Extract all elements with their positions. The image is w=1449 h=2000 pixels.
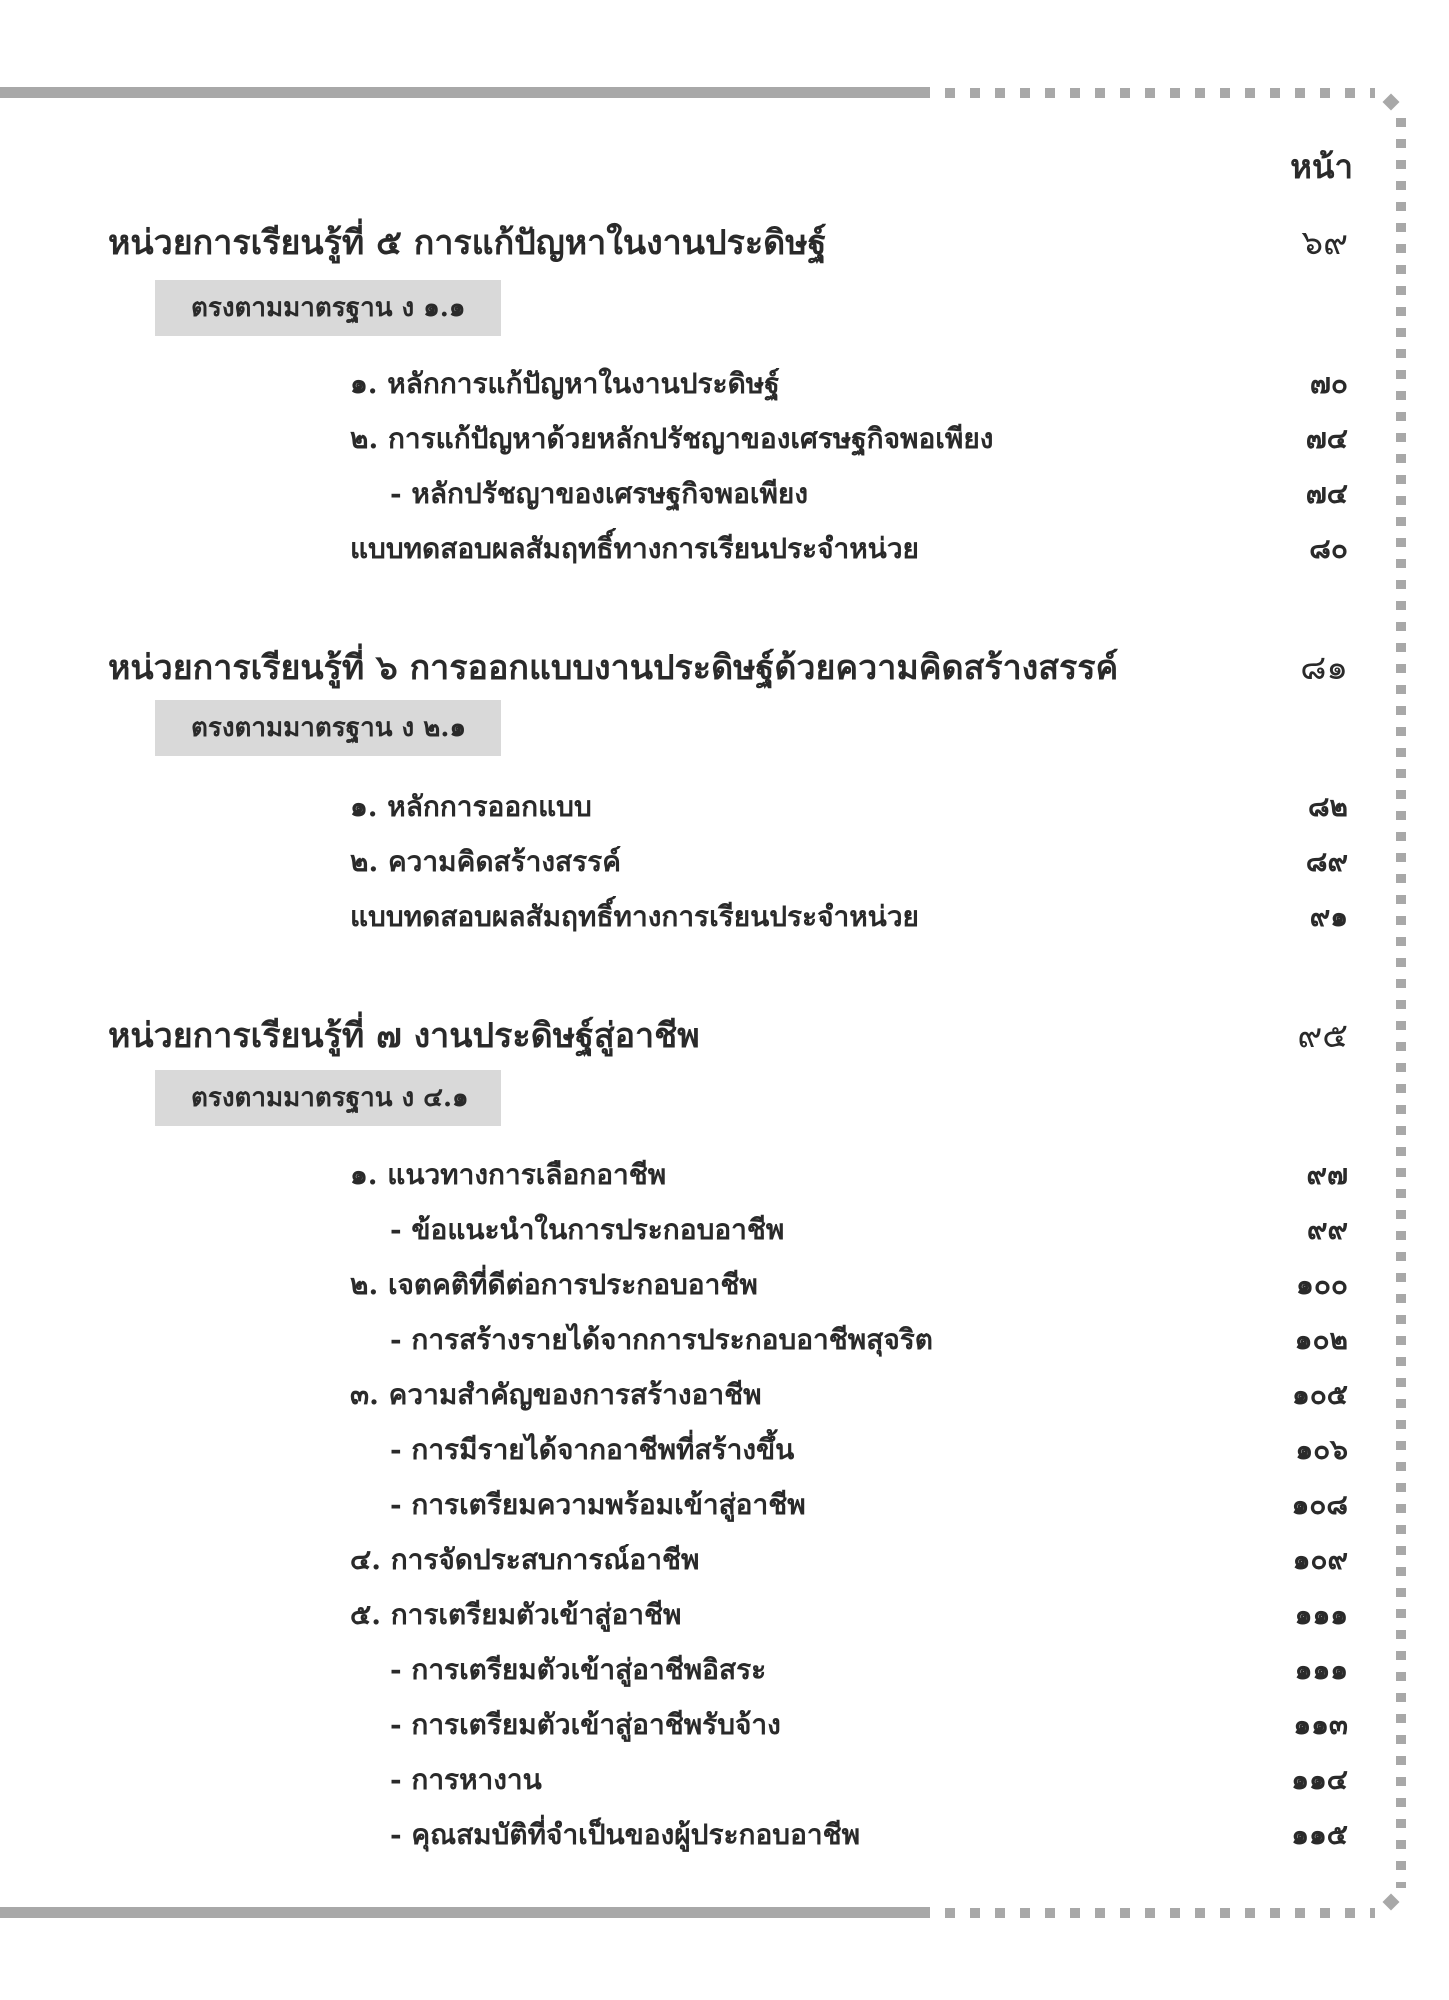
toc-entry-page: ๑๑๓ <box>1293 1708 1348 1741</box>
toc-entry-text: ๒. ความคิดสร้างสรรค์ <box>350 845 621 878</box>
frame-bottom-line <box>0 1907 930 1918</box>
toc-entry-page: ๑๑๑ <box>1294 1653 1348 1686</box>
standard-badge: ตรงตามมาตรฐาน ง ๑.๑ <box>155 280 501 336</box>
toc-entry-page: ๑๐๙ <box>1292 1543 1348 1576</box>
toc-entry-text: ๑. หลักการแก้ปัญหาในงานประดิษฐ์ <box>350 367 780 400</box>
frame-bottom-dashes <box>945 1908 1375 1918</box>
toc-entry-page: ๘๒ <box>1307 790 1348 823</box>
toc-entry-text: - หลักปรัชญาของเศรษฐกิจพอเพียง <box>390 477 808 510</box>
unit-title: หน่วยการเรียนรู้ที่ ๖ การออกแบบงานประดิษฐ์ด้วยความคิดสร้างสรรค์ <box>108 648 1119 688</box>
toc-entry-page: ๘๙ <box>1305 845 1348 878</box>
toc-entry-text: - การเตรียมตัวเข้าสู่อาชีพอิสระ <box>390 1653 767 1686</box>
toc-entry-text: ๑. แนวทางการเลือกอาชีพ <box>350 1158 667 1191</box>
standard-badge: ตรงตามมาตรฐาน ง ๒.๑ <box>155 700 501 756</box>
toc-entry-text: - การสร้างรายได้จากการประกอบอาชีพสุจริต <box>390 1323 933 1356</box>
unit-title: หน่วยการเรียนรู้ที่ ๕ การแก้ปัญหาในงานประดิษฐ์ <box>108 223 827 263</box>
toc-entry-page: ๑๐๖ <box>1295 1433 1348 1466</box>
toc-entry-page: ๙๑ <box>1309 900 1348 933</box>
page-column-header: หน้า <box>1290 147 1353 186</box>
toc-entry-text: แบบทดสอบผลสัมฤทธิ์ทางการเรียนประจำหน่วย <box>350 532 919 565</box>
toc-entry-text: ๔. การจัดประสบการณ์อาชีพ <box>350 1543 700 1576</box>
toc-entry-text: ๒. เจตคติที่ดีต่อการประกอบอาชีพ <box>350 1268 758 1301</box>
frame-top-line <box>0 87 930 98</box>
toc-entry-page: ๑๐๕ <box>1291 1378 1348 1411</box>
toc-entry-page: ๑๑๕ <box>1291 1818 1348 1851</box>
toc-entry-text: - การมีรายได้จากอาชีพที่สร้างขึ้น <box>390 1433 795 1466</box>
toc-entry-page: ๙๙ <box>1306 1213 1348 1246</box>
toc-entry-text: - ข้อแนะนำในการประกอบอาชีพ <box>390 1213 785 1246</box>
toc-entry-text: - การเตรียมตัวเข้าสู่อาชีพรับจ้าง <box>390 1708 781 1741</box>
toc-entry-page: ๑๐๘ <box>1291 1488 1348 1521</box>
unit-page-number: ๙๕ <box>1297 1016 1348 1056</box>
frame-right-dashes <box>1396 118 1406 1888</box>
toc-entry-text: - คุณสมบัติที่จำเป็นของผู้ประกอบอาชีพ <box>390 1818 861 1851</box>
frame-corner-diamond-bottom <box>1383 1894 1400 1911</box>
standard-badge: ตรงตามมาตรฐาน ง ๔.๑ <box>155 1070 501 1126</box>
frame-corner-diamond-top <box>1383 94 1400 111</box>
toc-entry-page: ๘๐ <box>1309 532 1348 565</box>
toc-entry-page: ๙๗ <box>1306 1158 1348 1191</box>
toc-entry-page: ๑๑๑ <box>1294 1598 1348 1631</box>
unit-title: หน่วยการเรียนรู้ที่ ๗ งานประดิษฐ์สู่อาชีพ <box>108 1016 700 1056</box>
toc-entry-text: ๒. การแก้ปัญหาด้วยหลักปรัชญาของเศรษฐกิจพอเพียง <box>350 422 994 455</box>
toc-entry-page: ๗๐ <box>1309 367 1348 400</box>
unit-page-number: ๘๑ <box>1300 648 1348 688</box>
toc-entry-page: ๑๐๒ <box>1294 1323 1348 1356</box>
toc-entry-text: ๑. หลักการออกแบบ <box>350 790 592 823</box>
toc-entry-text: ๓. ความสำคัญของการสร้างอาชีพ <box>350 1378 762 1411</box>
toc-entry-text: ๕. การเตรียมตัวเข้าสู่อาชีพ <box>350 1598 682 1631</box>
toc-entry-text: - การหางาน <box>390 1763 542 1796</box>
unit-page-number: ๖๙ <box>1301 223 1348 263</box>
toc-entry-page: ๑๑๔ <box>1291 1763 1348 1796</box>
toc-entry-page: ๗๔ <box>1305 477 1348 510</box>
toc-entry-page: ๑๐๐ <box>1296 1268 1348 1301</box>
toc-entry-page: ๗๔ <box>1305 422 1348 455</box>
toc-entry-text: - การเตรียมความพร้อมเข้าสู่อาชีพ <box>390 1488 806 1521</box>
frame-top-dashes <box>945 88 1375 98</box>
toc-entry-text: แบบทดสอบผลสัมฤทธิ์ทางการเรียนประจำหน่วย <box>350 900 919 933</box>
